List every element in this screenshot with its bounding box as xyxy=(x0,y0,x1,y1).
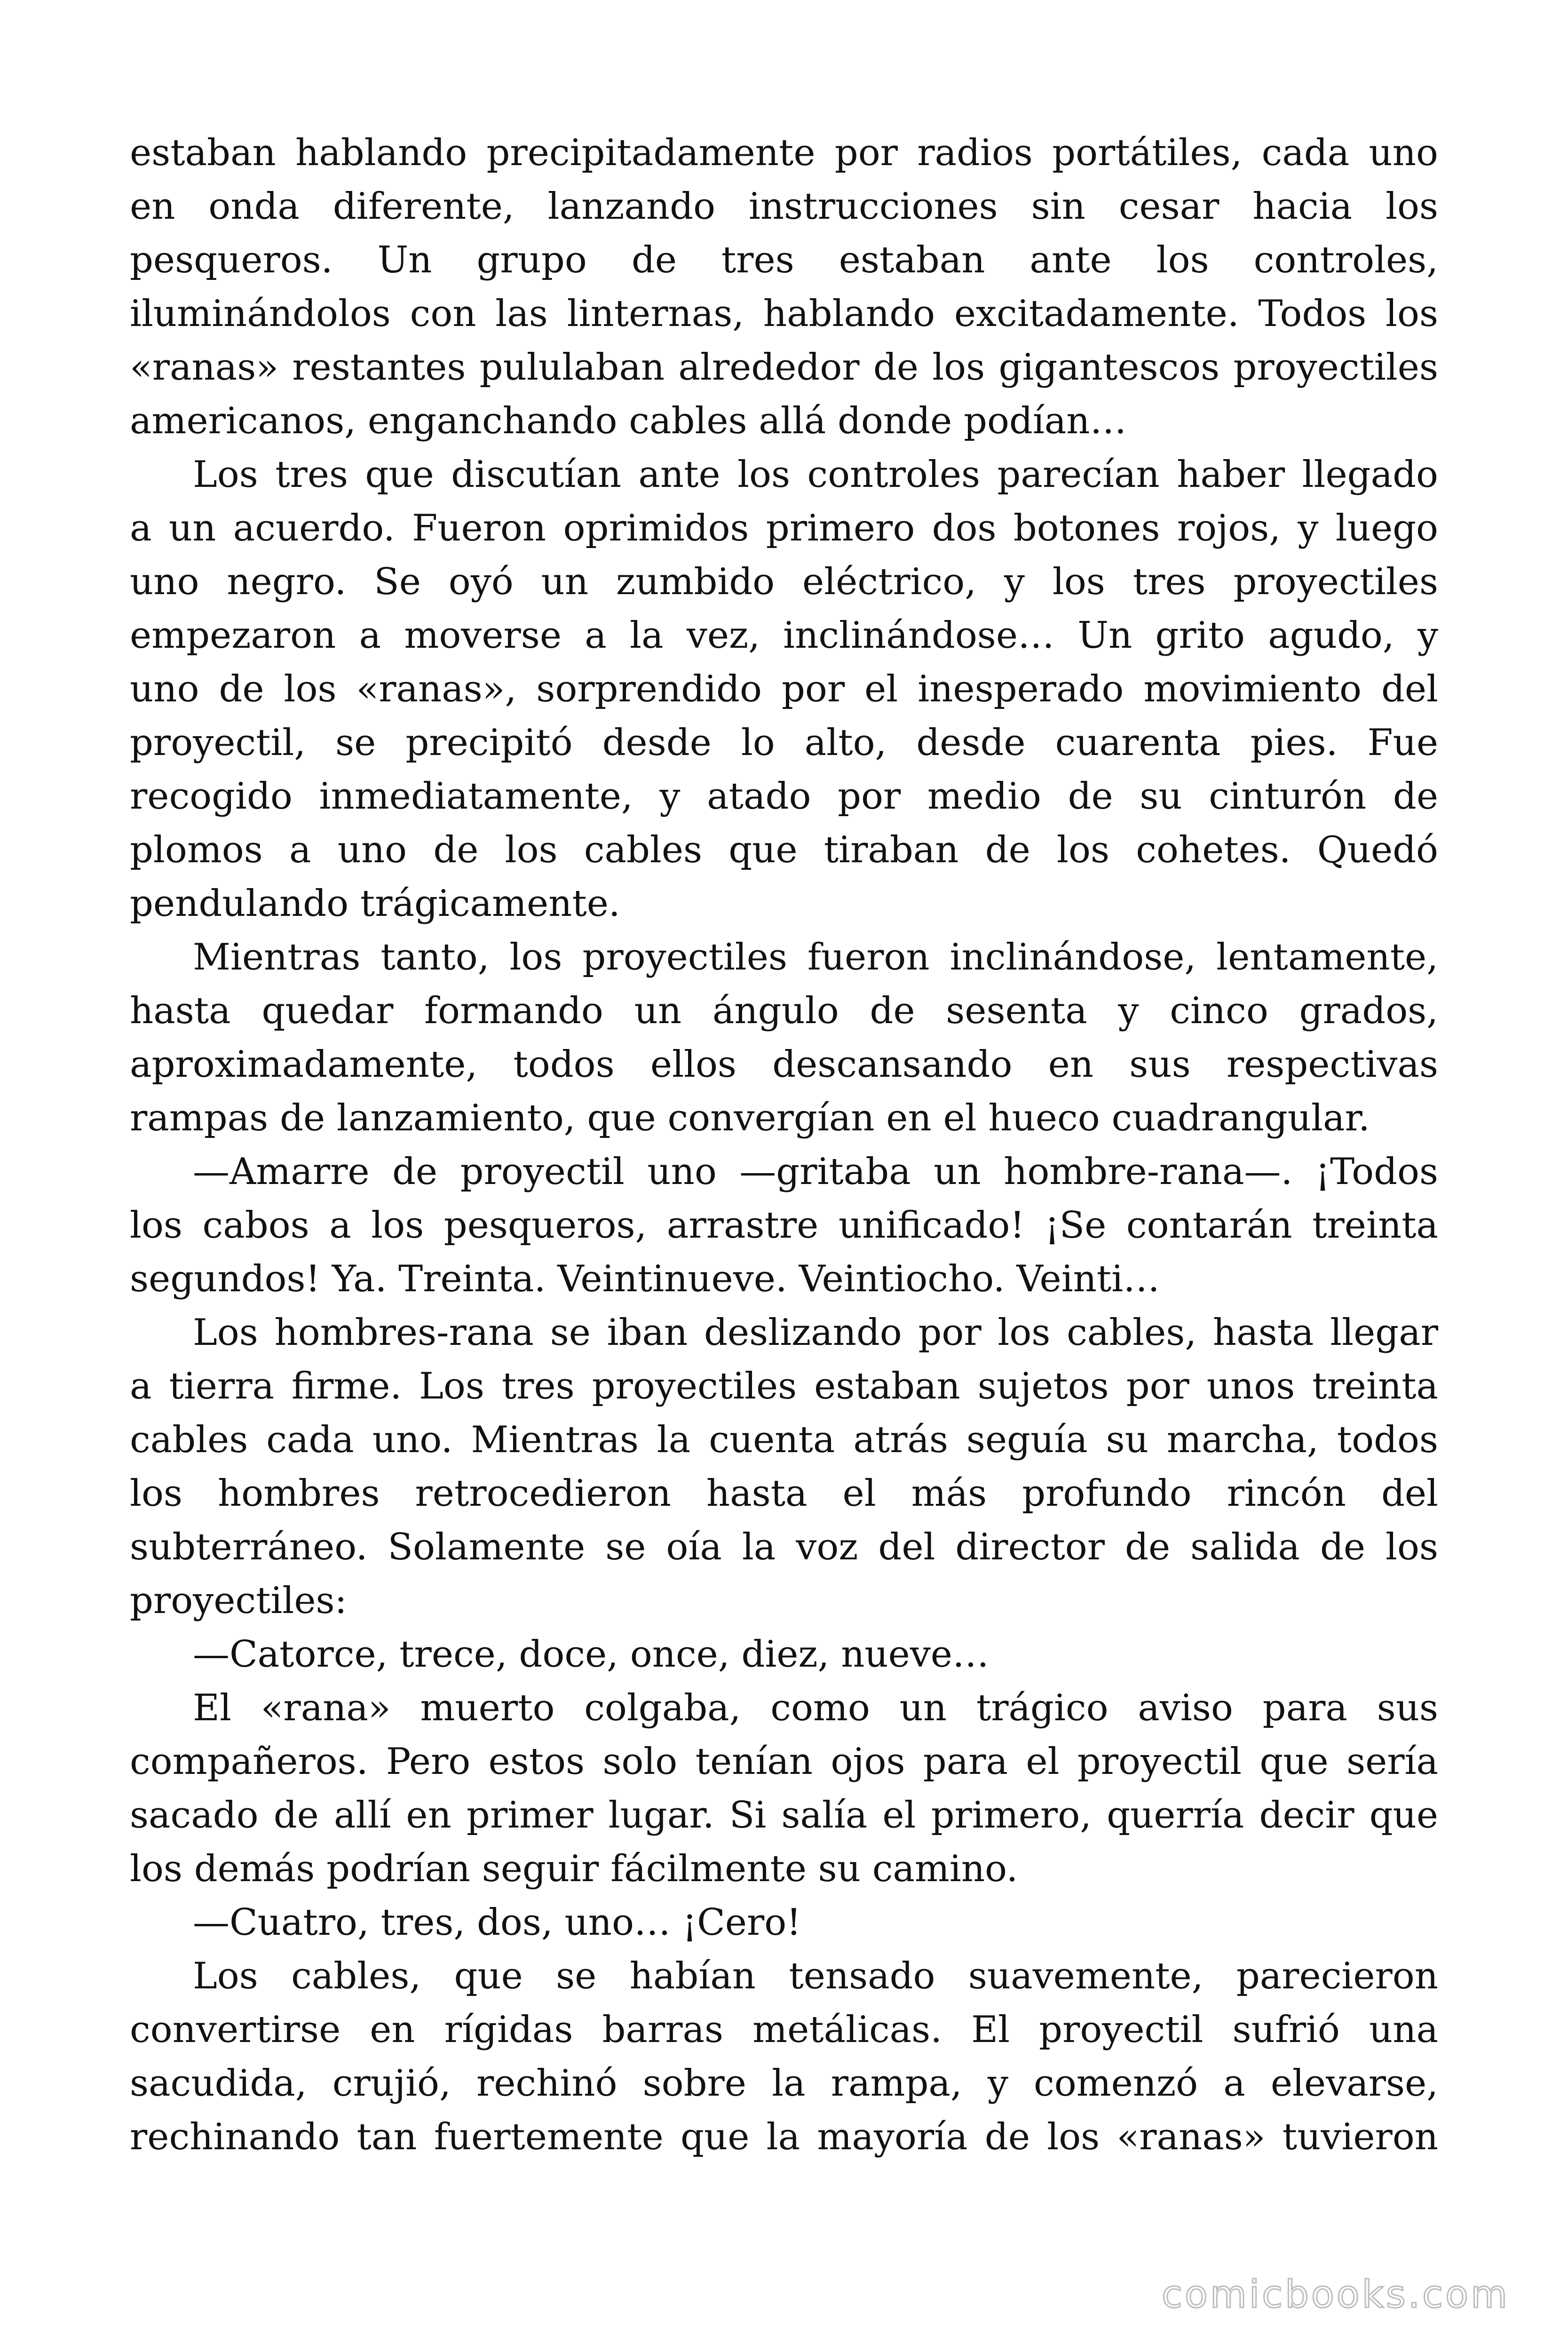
text-line: en onda diferente, lanzando instrucciones sin cesar hacia los xyxy=(130,185,1438,228)
text-line: hasta quedar formando un ángulo de sesenta y cinco grados, xyxy=(130,990,1438,1032)
text-line: sacado de allí en primer lugar. Si salía el primero, querría decir que xyxy=(130,1794,1438,1836)
text-line: a un acuerdo. Fueron oprimidos primero dos botones rojos, y luego xyxy=(130,507,1438,549)
text-line: Los tres que discutían ante los controles parecían haber llegado xyxy=(193,453,1438,496)
text-line: Los hombres-rana se iban deslizando por los cables, hasta llegar xyxy=(193,1311,1438,1354)
text-line: empezaron a moverse a la vez, inclinándose… Un grito agudo, y xyxy=(130,614,1438,657)
text-line: convertirse en rígidas barras metálicas. El proyectil sufrió una xyxy=(130,2009,1438,2051)
text-line: subterráneo. Solamente se oía la voz del director de salida de los xyxy=(130,1526,1438,1568)
text-line: Mientras tanto, los proyectiles fueron inclinándose, lentamente, xyxy=(193,936,1438,978)
text-line: uno negro. Se oyó un zumbido eléctrico, y los tres proyectiles xyxy=(130,561,1438,603)
text-line: a tierra firme. Los tres proyectiles estaban sujetos por unos treinta xyxy=(130,1365,1438,1407)
text-line: compañeros. Pero estos solo tenían ojos para el proyectil que sería xyxy=(130,1740,1438,1783)
text-line: rechinando tan fuertemente que la mayoría de los «ranas» tuvieron xyxy=(130,2116,1438,2158)
text-line: cables cada uno. Mientras la cuenta atrás seguía su marcha, todos xyxy=(130,1419,1438,1461)
text-line: —Amarre de proyectil uno —gritaba un hombre-rana—. ¡Todos xyxy=(193,1151,1438,1193)
text-line: Los cables, que se habían tensado suavemente, parecieron xyxy=(193,1955,1438,1997)
text-line: pesqueros. Un grupo de tres estaban ante los controles, xyxy=(130,239,1438,281)
text-line: «ranas» restantes pululaban alrededor de los gigantescos proyectiles xyxy=(130,346,1438,389)
text-line: —Cuatro, tres, dos, uno… ¡Cero! xyxy=(193,1901,801,1944)
text-line: El «rana» muerto colgaba, como un trágico aviso para sus xyxy=(193,1687,1438,1729)
text-line: recogido inmediatamente, y atado por medio de su cinturón de xyxy=(130,775,1438,818)
text-line: sacudida, crujió, rechinó sobre la rampa, y comenzó a elevarse, xyxy=(130,2062,1438,2105)
text-line: los hombres retrocedieron hasta el más profundo rincón del xyxy=(130,1472,1438,1515)
text-line: —Catorce, trece, doce, once, diez, nueve… xyxy=(193,1633,989,1676)
text-line: estaban hablando precipitadamente por radios portátiles, cada uno xyxy=(130,132,1438,174)
text-line: pendulando trágicamente. xyxy=(130,882,620,925)
text-line: uno de los «ranas», sorprendido por el inesperado movimiento del xyxy=(130,668,1438,710)
text-line: plomos a uno de los cables que tiraban de los cohetes. Quedó xyxy=(130,829,1438,871)
text-line: aproximadamente, todos ellos descansando en sus respectivas xyxy=(130,1043,1438,1086)
text-line: rampas de lanzamiento, que convergían en el hueco cuadrangular. xyxy=(130,1097,1370,1139)
text-line: proyectiles: xyxy=(130,1580,347,1622)
text-line: proyectil, se precipitó desde lo alto, desde cuarenta pies. Fue xyxy=(130,722,1438,764)
text-line: americanos, enganchando cables allá donde podían… xyxy=(130,400,1127,442)
text-line: iluminándolos con las linternas, hablando excitadamente. Todos los xyxy=(130,293,1438,335)
watermark: comicbooks.com xyxy=(1162,2273,1510,2316)
text-line: los demás podrían seguir fácilmente su camino. xyxy=(130,1848,1018,1890)
text-line: segundos! Ya. Treinta. Veintinueve. Veintiocho. Veinti… xyxy=(130,1258,1160,1300)
text-line: los cabos a los pesqueros, arrastre unificado! ¡Se contarán treinta xyxy=(130,1204,1438,1247)
